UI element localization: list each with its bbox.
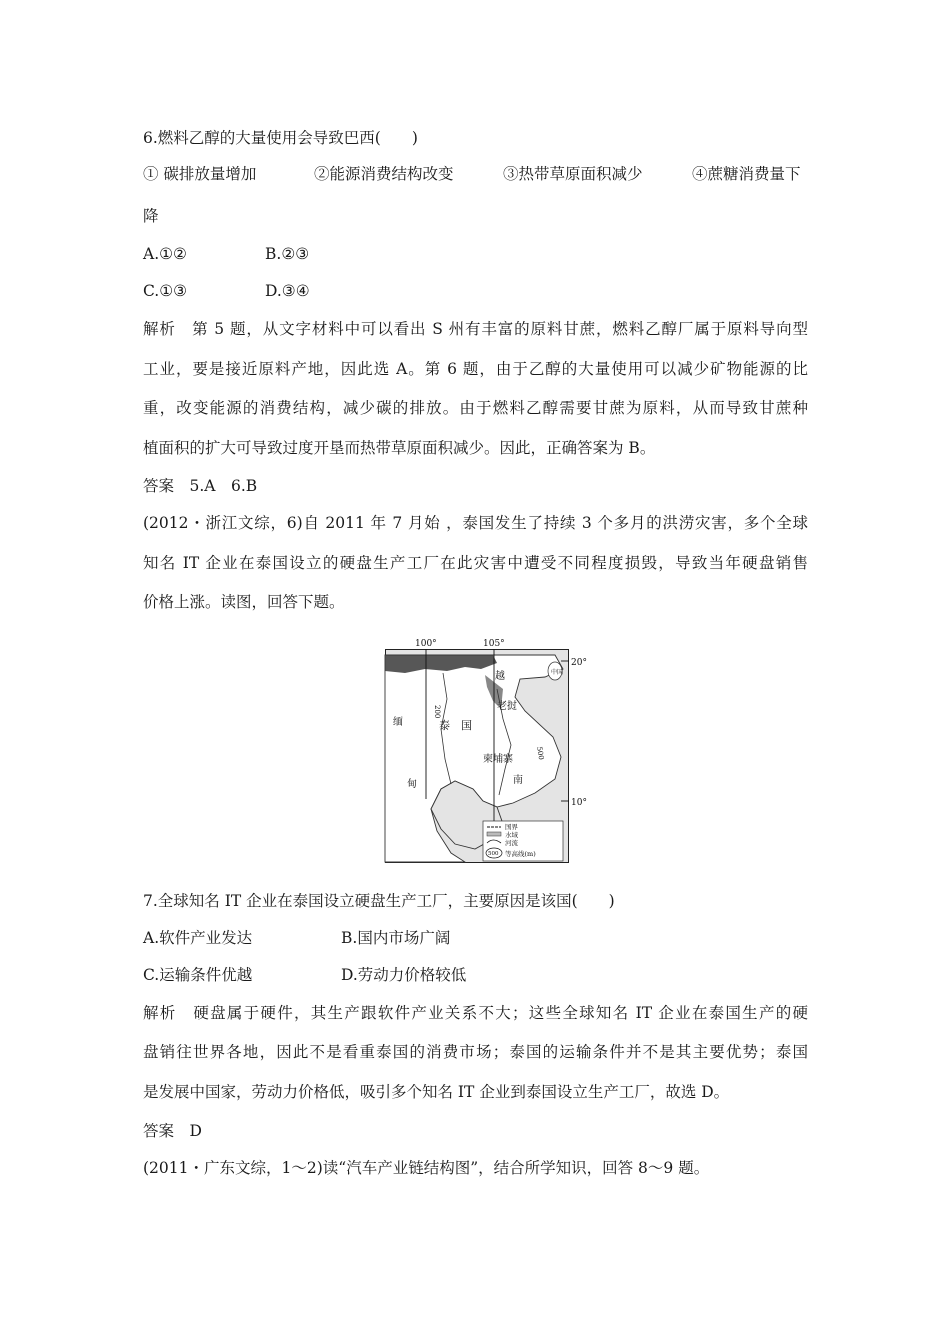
lat-20-label: 20° [571,658,587,668]
q6-item-1: ① 碳排放量增加 [143,165,257,183]
analysis-7-line-2: 盘销往世界各地，因此不是看重泰国的消费市场；泰国的运输条件并不是其主要优势；泰国 [143,1043,808,1061]
legend-contour-label: 等高线(m) [505,850,536,858]
vietnam-bottom-label: 南 [513,775,523,786]
thailand-label: 泰 国 [439,719,472,732]
legend-contour-sample: 500 [488,851,499,857]
vietnam-top-label: 越 [495,671,505,682]
cambodia-label: 柬埔寨 [483,754,513,765]
lon-105-label: 105° [483,639,505,649]
answer-7: 答案 D [143,1122,202,1140]
lat-10-label: 10° [571,798,587,808]
legend-water-swatch [487,832,501,836]
contour-200-label: 200 [433,705,441,719]
intro-7-line-2: 知名 IT 企业在泰国设立的硬盘生产工厂在此灾害中遭受不同程度损毁，导致当年硬盘销售 [143,554,808,572]
analysis-7-line-1: 解析 硬盘属于硬件，其生产跟软件产业关系不大；这些全球知名 IT 企业在泰国生产的硬 [143,1004,808,1022]
q6-option-a: A.①② [143,245,187,263]
analysis-56-line-1: 解析 第 5 题，从文字材料中可以看出 S 州有丰富的原料甘蔗，燃料乙醇厂属于原料导向型 [143,320,808,338]
answer-56: 答案 5.A 6.B [143,477,258,495]
intro-7-line-3: 价格上涨。读图，回答下题。 [143,593,345,611]
q6-item-4: ④蔗糖消费量下 [692,165,801,183]
q7-option-c: C.运输条件优越 [143,966,253,984]
map-legend [483,821,563,861]
lon-100-label: 100° [415,639,437,649]
q7-option-b: B.国内市场广阔 [341,929,451,947]
contour-500-label: 500 [535,745,546,761]
q7-option-d: D.劳动力价格较低 [341,966,467,984]
analysis-56-line-4: 植面积的扩大可导致过度开垦而热带草原面积减少。因此，正确答案为 B。 [143,439,656,457]
legend-river-label: 河流 [505,839,518,847]
q6-item-3: ③热带草原面积减少 [503,165,643,183]
analysis-56-line-2: 工业，要是接近原料产地，因此选 A。第 6 题，由于乙醇的大量使用可以减少矿物能源的比 [143,360,808,378]
q6-stem: 6.燃料乙醇的大量使用会导致巴西( ) [143,129,418,147]
q6-option-d: D.③④ [265,282,310,300]
intro-7-line-1: (2012・浙江文综，6)自 2011 年 7 月始 ，泰国发生了持续 3 个多月的洪涝灾害，多个全球 [143,514,808,532]
q7-option-a: A.软件产业发达 [143,929,253,947]
q7-stem: 7.全球知名 IT 企业在泰国设立硬盘生产工厂，主要原因是该国( ) [143,892,615,910]
laos-label: 老挝 [497,701,517,712]
myanmar-label-2: 甸 [407,779,417,790]
legend-border-label: 国界 [505,823,518,831]
china-label: 中国 [551,669,564,676]
q6-item-4-continued: 降 [143,207,159,225]
intro-89: (2011・广东文综，1～2)读“汽车产业链结构图”，结合所学知识，回答 8～9 题。 [143,1159,710,1177]
q6-option-b: B.②③ [265,245,310,263]
analysis-7-line-3: 是发展中国家，劳动力价格低，吸引多个知名 IT 企业到泰国设立生产工厂，故选 D。 [143,1083,730,1101]
analysis-56-line-3: 重，改变能源的消费结构，减少碳的排放。由于燃料乙醇需要甘蔗为原料，从而导致甘蔗种 [143,399,808,417]
thailand-map [385,639,587,863]
q6-option-c: C.①③ [143,282,188,300]
legend-water-label: 水域 [505,831,518,839]
myanmar-label: 缅 [393,717,403,728]
q6-item-2: ②能源消费结构改变 [314,165,454,183]
